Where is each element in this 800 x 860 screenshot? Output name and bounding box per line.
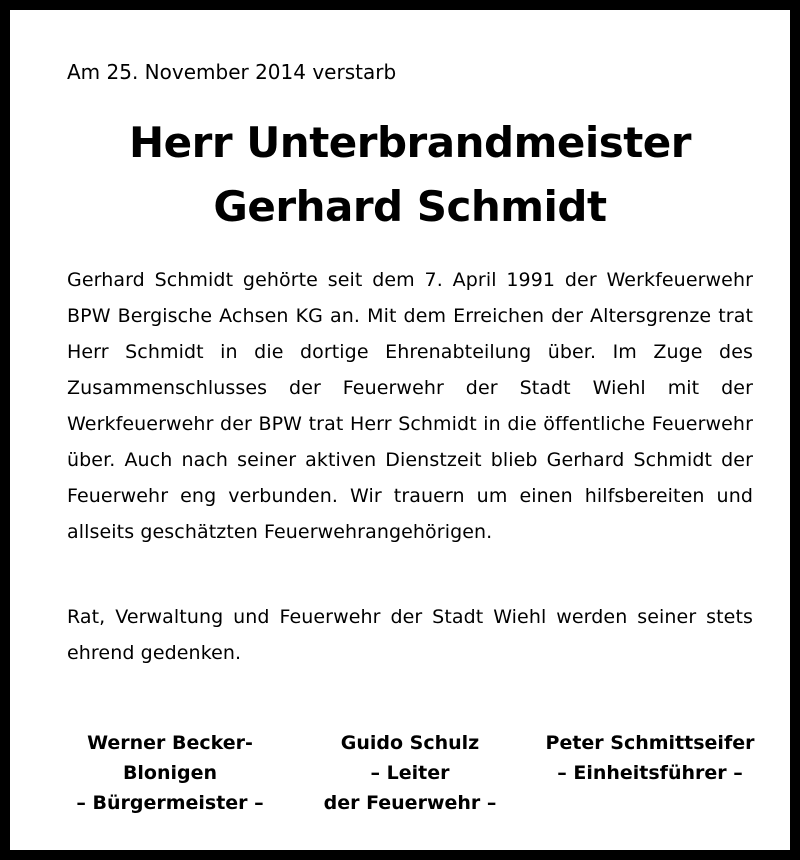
body-paragraph-biography: Gerhard Schmidt gehörte seit dem 7. April 1991 der Werkfeuerwehr BPW Bergische Achsen KG an. Mit dem Erreichen der Altersgrenze trat Herr Schmidt in die dortige Ehrenabteilung über. Im Zuge des Zusammenschlusses der Feuerwehr der Stadt Wiehl mit der Werkfeuerwehr der BPW trat Herr Schmidt in die öffentliche Feuerwehr über. Auch nach seiner aktiven Dienstzeit blieb Gerhard Schmidt der Feuerwehr eng verbunden. Wir trauern um einen hilfsbereiten und allseits geschätzten Feuerwehrangehörigen. [67,269,753,543]
body-paragraph-remembrance: Rat, Verwaltung und Feuerwehr der Stadt Wiehl werden seiner stets ehrend gedenken. [67,606,753,664]
signature-mayor [50,728,290,818]
signature-line: – Bürgermeister – [76,792,264,814]
signature-line: Guido Schulz [340,732,480,754]
signature-line: – Leiter [370,762,450,784]
signature-block [50,728,770,818]
signature-line: Werner Becker- [87,732,253,754]
signature-unit-leader [530,728,770,818]
signature-fire-chief [290,728,530,818]
title-name: Gerhard Schmidt [213,182,607,231]
signature-line: – Einheitsführer – [557,762,743,784]
title-rank: Herr Unterbrandmeister [129,118,691,167]
signature-line: der Feuerwehr – [323,792,497,814]
signature-line: Peter Schmittseifer [545,732,755,754]
intro-line: Am 25. November 2014 verstarb [67,60,397,84]
signature-line: Blonigen [122,762,218,784]
